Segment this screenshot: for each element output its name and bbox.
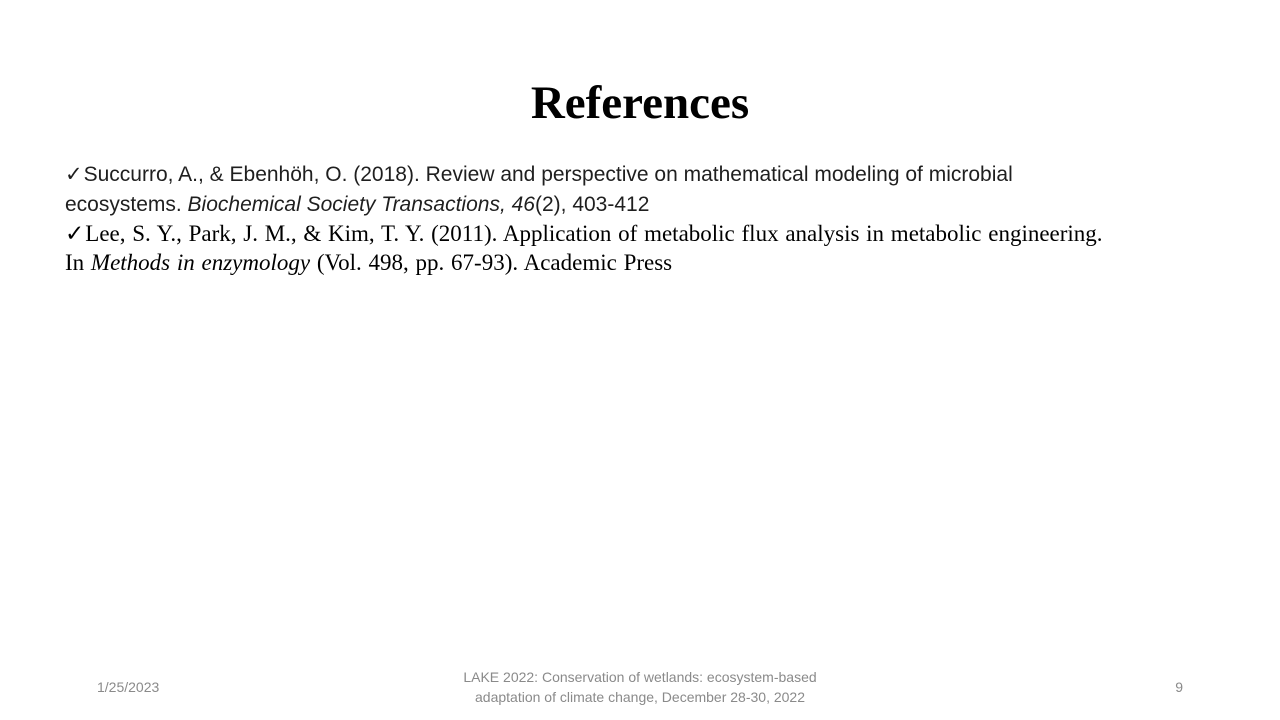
reference-line <box>65 190 1225 220</box>
reference-item <box>65 160 1225 219</box>
checkmark-bullet-icon: ✓ <box>65 221 85 246</box>
footer-conference-line1: LAKE 2022: Conservation of wetlands: ecosystem-based <box>463 669 817 685</box>
reference-line <box>65 160 1225 190</box>
reference-text: Succurro, A., & Ebenhöh, O. (2018). Review and perspective on mathematical modeling of microbial <box>83 163 1013 186</box>
reference-text: In <box>65 250 91 275</box>
references-list <box>65 160 1225 277</box>
reference-text: (Vol. 498, pp. 67-93). Academic Press <box>310 250 673 275</box>
reference-journal-title: Biochemical Society Transactions, 46 <box>187 192 535 216</box>
reference-text: Lee, S. Y., Park, J. M., & Kim, T. Y. (2011). Application of metabolic flux analysis in metabolic engineering. <box>85 221 1103 246</box>
reference-text: ecosystems. <box>65 192 188 216</box>
footer-conference-title <box>430 668 850 707</box>
reference-item <box>65 219 1225 277</box>
footer-date: 1/25/2023 <box>97 679 160 695</box>
reference-line <box>65 219 1225 248</box>
slide-number: 9 <box>1175 679 1183 695</box>
reference-text: (2), 403-412 <box>534 192 650 216</box>
reference-line <box>65 248 1225 277</box>
reference-book-title: Methods in enzymology <box>90 250 311 275</box>
checkmark-bullet-icon: ✓ <box>65 163 83 186</box>
footer-conference-line2: adaptation of climate change, December 28-30, 2022 <box>475 688 805 705</box>
slide-title: References <box>530 77 750 129</box>
